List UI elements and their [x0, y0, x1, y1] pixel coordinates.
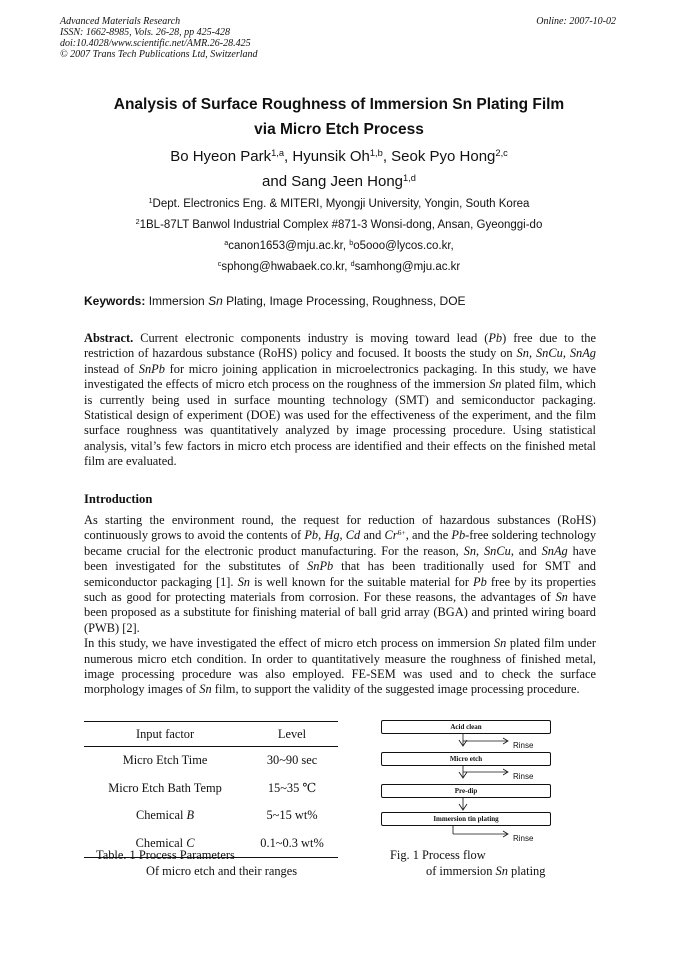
- author-4-sup: 1,d: [403, 172, 416, 183]
- flow-rinse-2: Rinse: [513, 772, 534, 781]
- affiliation-2-text: 1BL-87LT Banwol Industrial Complex #871-3 Wonsi-dong, Ansan, Gyeonggi-do: [139, 219, 543, 231]
- figure-caption-text-a: of immersion: [426, 864, 493, 878]
- intro-sn: Sn: [463, 543, 477, 558]
- author-3-sup: 2,c: [495, 147, 508, 158]
- intro-text-6: is well known for the suitable material for: [254, 574, 469, 589]
- table-cell-factor: Chemical B: [135, 808, 195, 823]
- author-1: Bo Hyeon Park: [170, 148, 272, 165]
- intro-text-3: -free soldering technology became crucial for the electronic product manufacturing. For the reason,: [84, 528, 597, 558]
- table-cell-level: 15~35 ℃: [267, 781, 317, 796]
- figure-caption-line-2: [426, 863, 545, 879]
- intro-sn-3: Sn: [555, 590, 568, 605]
- author-1-sup: 1,a: [271, 147, 285, 158]
- intro-text-10: plated film under numerous micro etch condition. In order to quantitatively measure the roughness of finished metal, image processing procedure was also employed. FE-SEM was used and to check the surface morphology images of: [84, 636, 596, 697]
- abstract-text-4: for micro joining application in microelectronics packaging. In this study, we have investigated the effects of micro etch process on the roughness of the immersion: [84, 361, 596, 392]
- figure-caption-sn: Sn: [495, 864, 508, 878]
- email-c[interactable]: sphong@hwabaek.co.kr,: [221, 261, 348, 273]
- table-cell-factor: Chemical C: [84, 830, 246, 858]
- email-d-sup: d: [350, 260, 355, 269]
- introduction-heading: Introduction: [84, 492, 153, 506]
- intro-text-9: In this study, we have investigated the effect of micro etch process on immersion: [84, 636, 491, 651]
- author-3: Seok Pyo Hong: [391, 148, 496, 165]
- email-b[interactable]: o5ooo@lycos.co.kr,: [353, 240, 454, 252]
- intro-pb: Pb: [304, 528, 319, 543]
- flow-step-micro-etch: Micro etch: [381, 752, 551, 766]
- intro-text-1: As starting the environment round, the request for reduction of hazardous substances (RoHS) continuously grows to avoid the contents of: [84, 513, 596, 543]
- affiliation-2-sup: 2: [135, 218, 140, 227]
- table-caption-line-2: Of micro etch and their ranges: [146, 864, 298, 878]
- abstract-snpb: SnPb: [138, 361, 165, 376]
- author-2-sup: 1,b: [369, 147, 383, 158]
- paper-title-line-1: Analysis of Surface Roughness of Immersion Sn Plating Film: [113, 96, 565, 113]
- flow-step-acid-clean: Acid clean: [381, 720, 551, 734]
- author-and: and: [262, 173, 288, 190]
- abstract-sncu: SnCu: [535, 346, 563, 361]
- table-caption-line-1: Table. 1 Process Parameters: [96, 848, 235, 862]
- abstract-label: Abstract.: [84, 331, 134, 345]
- email-a[interactable]: canon1653@mju.ac.kr,: [228, 240, 347, 252]
- abstract-text-5: plated film, which is currently being used in surface mounting technology (SMT) and semiconductor packaging. Statistical design of experiment (DOE) was used for the effectiveness of the experiment, and the film surface roughness was quantitatively analyzed by image processing procedure. Using statistical analysis, vital’s few factors in micro etch process are identified and their effects on the finished metal film are evaluated.: [84, 377, 596, 469]
- keyword-1-italic: Sn: [208, 294, 223, 308]
- intro-text-2: , and the: [405, 528, 449, 543]
- intro-sn-5: Sn: [199, 682, 212, 697]
- author-4: Sang Jeen Hong: [291, 173, 404, 190]
- email-c-sup: c: [217, 260, 222, 269]
- flow-step-pre-dip: Pre-dip: [381, 784, 551, 798]
- intro-text-7: free by its properties such as good for protecting materials from corrosion. For these reasons, the advantages of: [84, 574, 596, 605]
- intro-sn-2: Sn: [237, 574, 250, 589]
- email-d[interactable]: samhong@mju.ac.kr: [354, 261, 461, 273]
- author-2: Hyunsik Oh: [292, 148, 370, 165]
- affiliation-1-sup: 1: [148, 197, 153, 206]
- intro-snag: SnAg: [541, 543, 568, 558]
- paper-title-line-2: via Micro Etch Process: [254, 121, 424, 138]
- abstract-text-2: ) free due to the restriction of hazardous substance (RoHS) policy and focused. It boosts the study on: [84, 331, 596, 361]
- intro-and: and: [363, 528, 382, 543]
- intro-sn-4: Sn: [493, 636, 507, 651]
- abstract-text-1: Current electronic components industry is moving toward lead (: [140, 331, 489, 345]
- table-cell-level: 30~90 sec: [266, 753, 318, 768]
- issn: ISSN: 1662-8985, Vols. 26-28, pp 425-428: [60, 27, 230, 38]
- figure-caption-text-b: plating: [511, 864, 546, 878]
- table-header-level: Level: [246, 722, 338, 747]
- abstract-paragraph: Abstract. Current electronic components industry is moving toward lead (Pb) free due to the restriction of hazardous substance (RoHS) policy and focused. It boosts the study on Sn, SnCu, SnAg instead of SnPb for micro joining application in microelectronics packaging. In this study, we have investigated the effects of micro etch process on the roughness of the immersion Sn plated film, which is currently being used in surface mounting technology (SMT) and semiconductor packaging. Statistical design of experiment (DOE) was used for the effectiveness of the experiment, and the film surface roughness was quantitatively analyzed by image processing procedure. Using statistical analysis, vital’s few factors in micro etch process are identified and their effects on the finished metal film are evaluated.: [84, 331, 596, 469]
- keywords-rest: Plating, Image Processing, Roughness, DOE: [226, 294, 466, 308]
- abstract-snag: SnAg: [569, 346, 596, 361]
- table-cell-factor: Micro Etch Bath Temp: [108, 780, 222, 795]
- table-header-factor: Input factor: [84, 722, 246, 747]
- abstract-sn: Sn: [516, 346, 529, 361]
- copyright: © 2007 Trans Tech Publications Ltd, Switzerland: [60, 49, 258, 60]
- intro-text-4: have been investigated for the substitutes of: [84, 543, 596, 574]
- flow-rinse-3: Rinse: [513, 834, 534, 843]
- intro-cr: Cr: [384, 528, 398, 543]
- intro-cr-sup: 6+: [397, 528, 406, 538]
- abstract-text-3: instead of: [84, 361, 135, 376]
- table-cell-factor: Micro Etch Time: [122, 753, 208, 768]
- flow-rinse-1: Rinse: [513, 741, 534, 750]
- email-b-sup: b: [349, 239, 354, 248]
- introduction-paragraph: As starting the environment round, the request for reduction of hazardous substances (RoHS) continuously grows to avoid the contents of Pb, Hg, Cd and $Cr^{6+}$, and the Pb-free soldering technology became crucial for the electronic product manufacturing. For the reason, Sn, SnCu, and SnAg have been investigated for the substitutes of SnPb that has been traditionally used for SMT and semiconductor packaging [1]. Sn is well known for the suitable material for Pb free by its properties such as good for protecting materials from corrosion. For these reasons, the advantages of Sn have been proposed as a substitute for finishing material of ball grid array (BGA) and printed wiring board (PWB) [2]. In this study, we have investigated the effect of micro etch process on immersion Sn plated film under numerous micro etch condition. In order to quantitatively measure the roughness of finished metal, image processing procedure was also employed. FE-SEM was used and to check the surface morphology images of Sn film, to support the validity of the suggested image processing procedure.: [84, 513, 597, 697]
- intro-pb-2: Pb: [473, 574, 487, 589]
- flow-step-immersion-tin-plating: Immersion tin plating: [381, 812, 551, 826]
- doi: doi:10.4028/www.scientific.net/AMR.26-28.425: [60, 38, 251, 49]
- journal-name: Advanced Materials Research: [60, 16, 181, 27]
- intro-cd: Cd: [345, 528, 361, 543]
- intro-text-11: film, to support the validity of the suggested image processing procedure.: [214, 682, 580, 697]
- figure-caption-line-1: Fig. 1 Process flow: [390, 848, 486, 862]
- table-cell-level: 5~15 wt%: [266, 808, 318, 823]
- online-date: Online: 2007-10-02: [536, 16, 616, 27]
- abstract-pb: Pb: [488, 331, 503, 345]
- intro-hg: Hg: [324, 528, 340, 543]
- keyword-1: Immersion: [148, 294, 205, 308]
- abstract-sn-2: Sn: [489, 377, 502, 392]
- intro-pbfree: Pb: [451, 528, 466, 543]
- intro-text-8: have been proposed as a substitute for finishing material of ball grid array (BGA) and printed wiring board (PWB) [2].: [84, 590, 596, 635]
- keywords-label: Keywords:: [84, 294, 146, 308]
- email-a-sup: a: [224, 239, 229, 248]
- intro-snpb: SnPb: [307, 559, 334, 574]
- affiliation-1-text: Dept. Electronics Eng. & MITERI, Myongji University, Yongin, South Korea: [152, 198, 530, 210]
- intro-text-5: that has been traditionally used for SMT and semiconductor packaging [1].: [84, 559, 596, 589]
- table-cell-level: 0.1~0.3 wt%: [246, 830, 338, 858]
- author-list: Bo Hyeon Park$^{1,a}$, Hyunsik Oh$^{1,b}$, Seok Pyo Hong$^{2,c}$: [170, 147, 508, 165]
- intro-sncu: SnCu: [483, 543, 511, 558]
